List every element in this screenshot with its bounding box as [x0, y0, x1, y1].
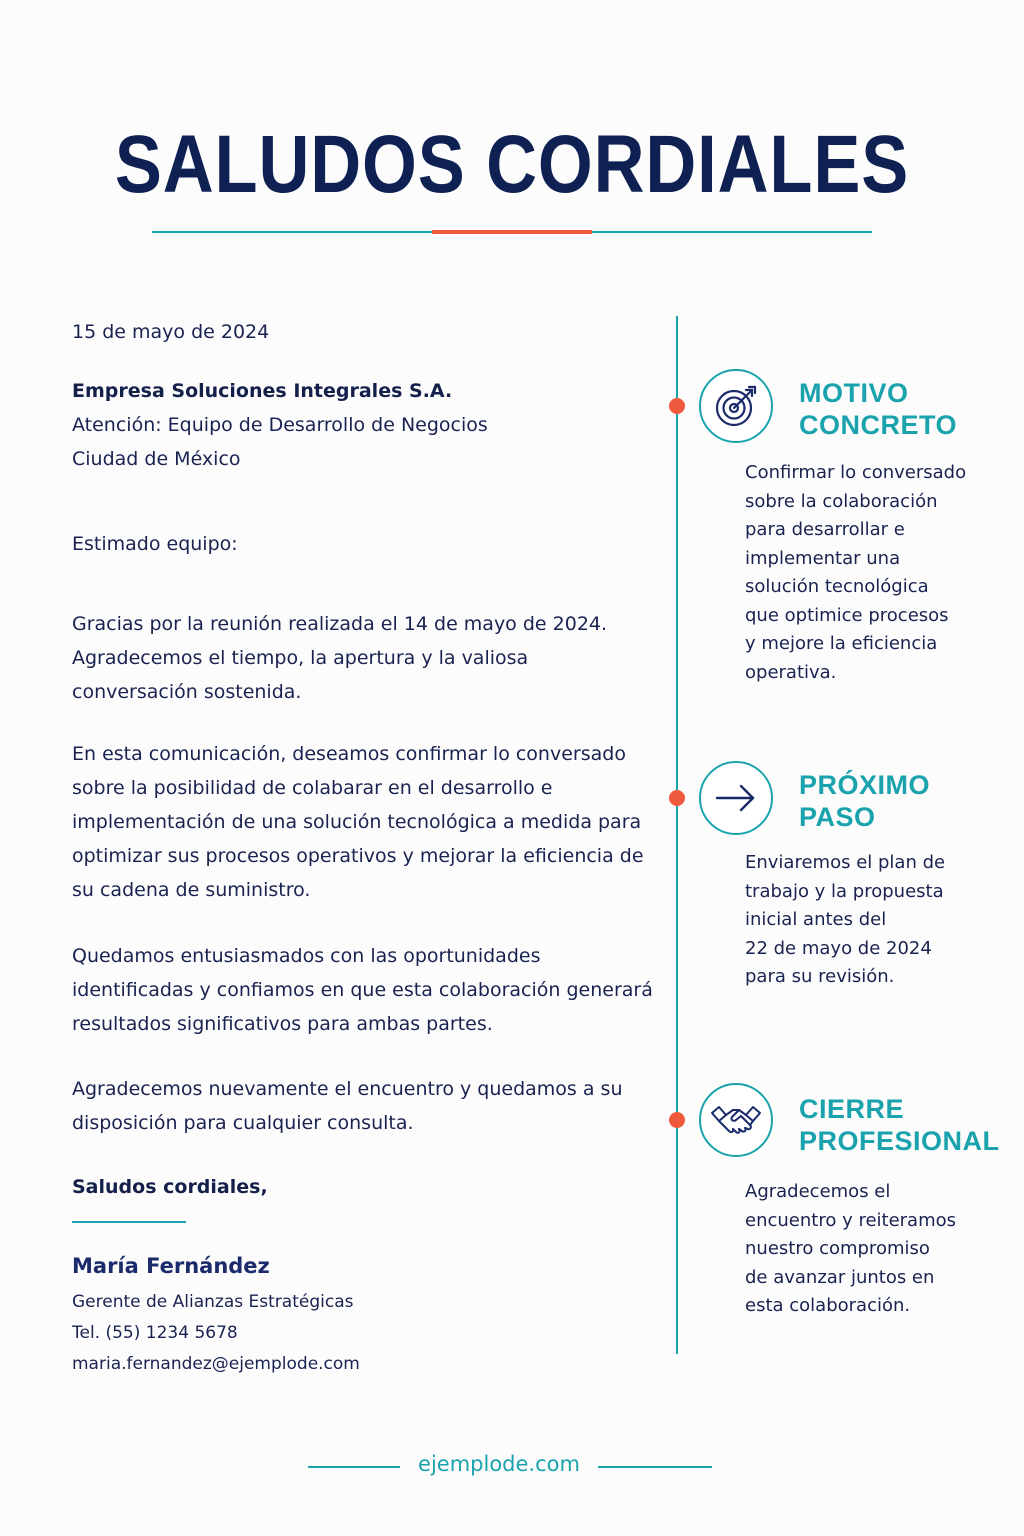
letter-paragraph: Gracias por la reunión realizada el 14 de mayo de 2024. Agradecemos el tiempo, la apertura y la valiosa conversación sostenida. — [72, 613, 608, 703]
section-title-motivo: MOTIVO CONCRETO — [799, 378, 958, 440]
timeline-dot — [669, 790, 685, 806]
arrow-right-icon — [699, 761, 773, 835]
title-accent-bar — [432, 230, 592, 234]
recipient-company: Empresa Soluciones Integrales S.A. — [72, 380, 453, 402]
section-body-cierre: Agradecemos el encuentro y reiteramos nuestro compromiso de avanzar juntos en esta colaboración. — [745, 1181, 957, 1316]
page-title: SALUDOS CORDIALES — [114, 119, 910, 210]
letter-paragraph: En esta comunicación, deseamos confirmar lo conversado sobre la posibilidad de colabarar en el desarrollo e implementación de una solución tecnológica a medida para optimizar sus procesos operativos y mejorar la eficiencia de su cadena de suministro. — [72, 743, 644, 901]
signature-role: Gerente de Alianzas Estratégicas — [72, 1292, 354, 1312]
timeline-line — [676, 316, 678, 1354]
signature-divider — [72, 1221, 186, 1223]
section-title-cierre: CIERRE PROFESIONAL — [799, 1094, 1000, 1156]
timeline-dot — [669, 1112, 685, 1128]
section-body-motivo: Confirmar lo conversado sobre la colaboración para desarrollar e implementar una solución tecnológica que optimice procesos y mejore la eficiencia operativa. — [745, 462, 967, 683]
target-icon — [699, 369, 773, 443]
recipient-city: Ciudad de México — [72, 448, 241, 470]
signature-details — [72, 1287, 360, 1380]
signature-phone: Tel. (55) 1234 5678 — [72, 1323, 238, 1343]
handshake-icon — [699, 1083, 773, 1157]
letter-greeting: Estimado equipo: — [72, 533, 238, 555]
section-body-proximo: Enviaremos el plan de trabajo y la propuesta inicial antes del 22 de mayo de 2024 para su revisión. — [745, 852, 946, 987]
letter-paragraph: Agradecemos nuevamente el encuentro y quedamos a su disposición para cualquier consulta. — [72, 1078, 623, 1134]
letter-paragraph: Quedamos entusiasmados con las oportunidades identificadas y confiamos en que esta colaboración generará resultados significativos para ambas partes. — [72, 945, 653, 1035]
letter-date: 15 de mayo de 2024 — [72, 321, 270, 343]
signature-name: María Fernández — [72, 1254, 270, 1278]
letter-closing: Saludos cordiales, — [72, 1176, 268, 1198]
footer-site-link[interactable]: ejemplode.com — [418, 1452, 580, 1476]
signature-email[interactable]: maria.fernandez@ejemplode.com — [72, 1354, 360, 1374]
recipient-block — [72, 374, 657, 476]
footer-rule-left — [308, 1466, 400, 1468]
timeline-dot — [669, 398, 685, 414]
section-title-proximo: PRÓXIMO PASO — [799, 770, 931, 832]
footer-rule-right — [598, 1466, 712, 1468]
recipient-attention: Atención: Equipo de Desarrollo de Negocios — [72, 414, 488, 436]
